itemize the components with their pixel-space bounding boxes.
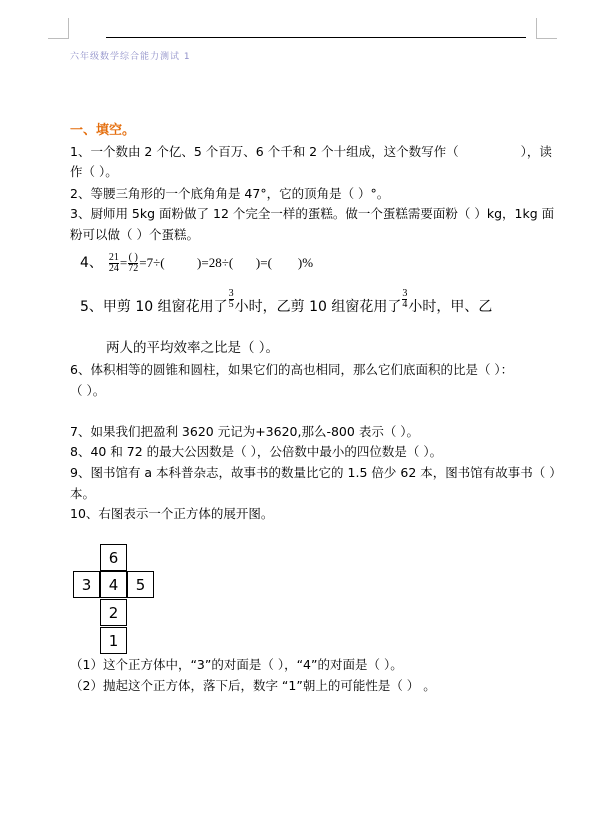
question-10: 10、右图表示一个正方体的展开图。 xyxy=(70,506,274,521)
net-face-below-2: 1 xyxy=(100,627,127,654)
header-rule xyxy=(106,37,526,38)
question-4 xyxy=(80,250,313,276)
fraction-numerator: 21 xyxy=(108,251,119,263)
fraction-denominator: 5 xyxy=(228,298,234,310)
running-header: 六年级数学综合能力测试 1 xyxy=(70,52,191,62)
question-5-text-b: 小时，乙剪 10 组窗花用了 xyxy=(234,299,402,315)
fraction-numerator: 3 xyxy=(228,287,234,299)
fraction-numerator: 3 xyxy=(402,287,408,299)
fraction-numerator: ( ) xyxy=(128,251,138,263)
crop-mark-top-right-vertical xyxy=(536,18,537,39)
question-9-line-2: 本。 xyxy=(70,486,96,501)
question-1-text-b: ），读 xyxy=(520,144,552,159)
question-10-sub-2: （2）抛起这个正方体，落下后，数字 “1”朝上的可能性是（ ） 。 xyxy=(70,678,436,693)
fraction-denominator: 4 xyxy=(402,298,408,310)
question-4-label: 4、 xyxy=(80,255,103,271)
fraction-blank-72 xyxy=(128,253,138,274)
question-6-line-2: （ ）。 xyxy=(70,383,106,398)
net-face-left: 3 xyxy=(73,571,100,598)
question-5-line-1 xyxy=(80,287,493,322)
net-face-center: 4 xyxy=(100,571,127,598)
crop-mark-top-left-horizontal xyxy=(48,38,69,39)
question-9-line-1: 9、图书馆有 a 本科普杂志，故事书的数量比它的 1.5 倍少 62 本，图书馆有故事书（ ） xyxy=(70,465,562,480)
fraction-3-4 xyxy=(402,289,407,310)
question-6-line-1: 6、体积相等的圆锥和圆柱，如果它们的高也相同，那么它们底面积的比是（ ）： xyxy=(70,362,514,377)
equals-sign: = xyxy=(119,255,128,270)
fraction-3-5 xyxy=(229,289,234,310)
question-1-line-1 xyxy=(70,143,552,161)
question-4-equation-rest: =7÷( )=28÷( )=( )% xyxy=(139,255,314,270)
question-5-text-a: 5、甲剪 10 组窗花用了 xyxy=(80,299,228,315)
question-1-line-2: 作（ ）。 xyxy=(70,164,118,179)
fraction-denominator: 72 xyxy=(128,262,139,274)
question-8: 8、40 和 72 的最大公因数是（ ），公倍数中最小的四位数是（ ）。 xyxy=(70,444,443,459)
fraction-21-24 xyxy=(109,253,119,274)
question-10-sub-1: （1）这个正方体中，“3”的对面是（ ），“4”的对面是（ ）。 xyxy=(70,657,403,672)
net-face-below-1: 2 xyxy=(100,599,127,626)
question-2: 2、等腰三角形的一个底角角是 47°，它的顶角是（ ）°。 xyxy=(70,186,390,201)
question-7: 7、如果我们把盈利 3620 元记为+3620,那么-800 表示（ ）。 xyxy=(70,424,420,439)
question-3-line-2: 粉可以做（ ）个蛋糕。 xyxy=(70,227,199,242)
section-heading: 一、填空。 xyxy=(70,123,136,138)
fraction-denominator: 24 xyxy=(108,262,119,274)
question-5-text-c: 小时，甲、乙 xyxy=(408,299,493,315)
crop-mark-top-left-vertical xyxy=(68,18,69,39)
question-3-line-1: 3、厨师用 5kg 面粉做了 12 个完全一样的蛋糕。做一个蛋糕需要面粉（ ）kg，1kg 面 xyxy=(70,206,555,221)
question-1-text-a: 1、一个数由 2 个亿、5 个百万、6 个千和 2 个十组成，这个数写作（ xyxy=(70,144,459,159)
net-face-top: 6 xyxy=(100,544,127,571)
crop-mark-top-right-horizontal xyxy=(536,38,557,39)
question-5-line-2: 两人的平均效率之比是（ ）。 xyxy=(106,340,280,356)
net-face-right: 5 xyxy=(127,571,154,598)
